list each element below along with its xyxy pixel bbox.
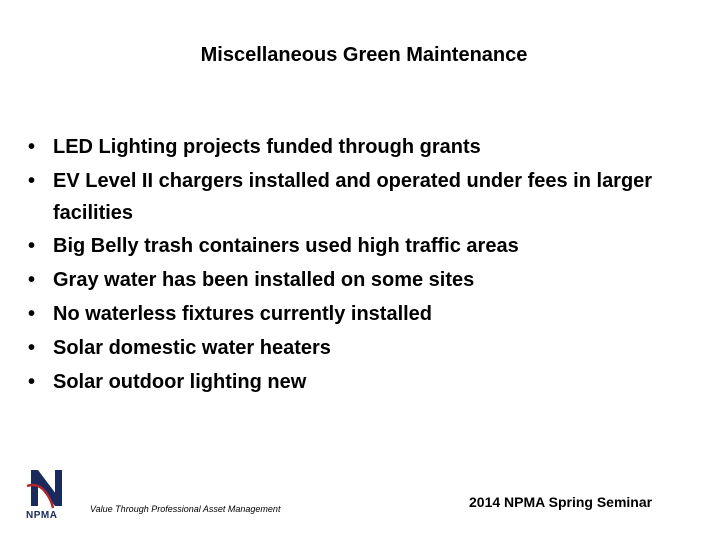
logo-wordmark: NPMA: [26, 510, 58, 521]
list-item: [28, 365, 708, 399]
list-item: [28, 263, 708, 297]
bullet-text: EV Level II chargers installed and operated under fees in larger facilities: [53, 170, 653, 224]
bullet-list: [28, 130, 708, 399]
bullet-text: No waterless fixtures currently installed: [53, 303, 433, 325]
list-item: [28, 297, 708, 331]
bullet-text: LED Lighting projects funded through grants: [53, 136, 481, 158]
bullet-marker: •: [28, 235, 36, 257]
bullet-marker: •: [28, 269, 36, 291]
footer-event: 2014 NPMA Spring Seminar: [469, 494, 653, 510]
list-item: [28, 164, 708, 229]
bullet-text: Big Belly trash containers used high traffic areas: [53, 235, 519, 257]
bullet-marker: •: [28, 303, 36, 325]
bullet-marker: •: [28, 136, 36, 158]
bullet-marker: •: [28, 371, 36, 393]
footer-tagline: Value Through Professional Asset Management: [90, 504, 281, 514]
bullet-marker: •: [28, 337, 36, 359]
slide-title: Miscellaneous Green Maintenance: [200, 44, 528, 66]
bullet-marker: •: [28, 170, 36, 192]
list-item: [28, 130, 708, 164]
list-item: [28, 331, 708, 365]
list-item: [28, 229, 708, 263]
bullet-text: Gray water has been installed on some sites: [53, 269, 475, 291]
bullet-text: Solar domestic water heaters: [53, 337, 331, 359]
bullet-text: Solar outdoor lighting new: [53, 371, 307, 393]
